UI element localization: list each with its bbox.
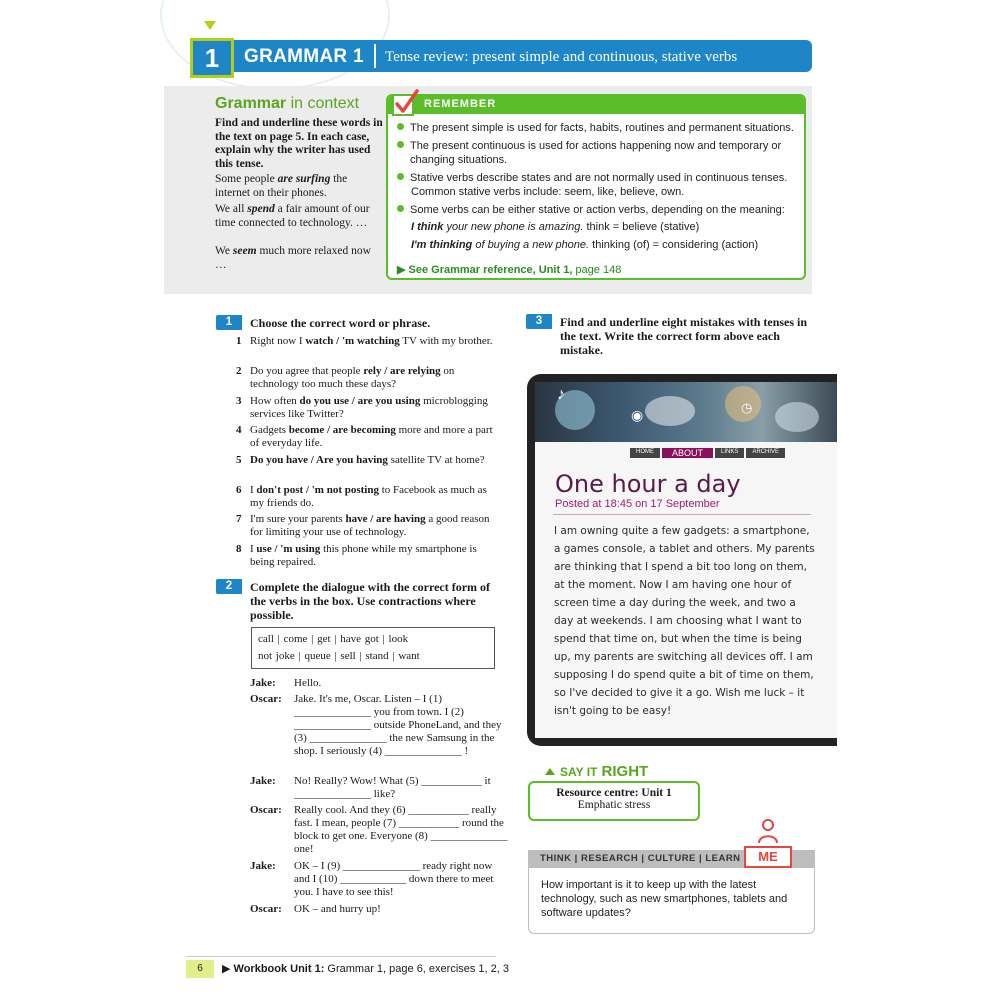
remember-title: REMEMBER (424, 98, 497, 110)
item-number: 1 (236, 335, 242, 347)
exercise-1-item: I use / 'm using this phone while my smartphone is being repaired. (250, 543, 477, 568)
dialogue-line[interactable]: No! Really? Wow! What (5) ___________ it ______________ like? (294, 775, 491, 800)
speaker-label: Oscar: (250, 804, 282, 816)
exercise-3-title: Find and underline eight mistakes with tenses in the text. Write the correct form above each mistake. (560, 315, 808, 357)
page-number: 6 (186, 960, 214, 978)
blog-text[interactable]: I am owning quite a few gadgets: a smartphone, a games console, a tablet and others. My parents are thinking that I spend a bit too long on them, at the moment. Now I am having one hour of screen time a day during the week, and two a day at weekends. I am choosing what I want to spend that time on, but when the time is being up, my parents are switching all devices off. I am supposing I do spend quite a bit of time on them, so I've decided to give it a go. Wish me luck – it isn't going to be easy! (554, 525, 815, 717)
item-number: 7 (236, 513, 242, 525)
exercise-1-item: Right now I watch / 'm watching TV with my brother. (250, 335, 493, 347)
remember-example: I think your new phone is amazing. think = believe (stative) (411, 221, 700, 233)
stative-verbs-list: Common stative verbs include: seem, like, believe, own. (411, 186, 685, 198)
exercise-1-badge: 1 (216, 315, 242, 330)
context-example: We all spend a fair amount of our time connected to technology. … (215, 203, 370, 229)
say-it-right-box[interactable] (528, 781, 700, 821)
think-categories: THINK | RESEARCH | CULTURE | LEARN (540, 853, 741, 864)
nav-archive[interactable]: ARCHIVE (746, 448, 785, 458)
grammar-in-context-instructions: Find and underline these words in the text on page 5. In each case, explain why the writer has used this tense. (215, 117, 383, 170)
dialogue-line[interactable]: Really cool. And they (6) ___________ really fast. I mean, people (7) ___________ round the block to get one. Everyone (8) ______________ one! (294, 804, 508, 855)
nav-links[interactable]: LINKS (715, 448, 744, 458)
header-marker-icon (204, 21, 216, 30)
remember-example: I'm thinking of buying a new phone. thinking (of) = considering (action) (411, 239, 759, 251)
exercise-1-item: I'm sure your parents have / are having a good reason for limiting your use of technology. (250, 513, 490, 538)
header-divider (374, 44, 376, 68)
speaker-label: Jake: (250, 775, 276, 787)
resource-centre-label: Resource centre: Unit 1 (556, 787, 672, 799)
clock-icon: ◷ (741, 400, 753, 415)
remember-item: The present continuous is used for actions happening now and temporary or changing situations. (397, 139, 797, 167)
unit-number-badge: 1 (190, 38, 234, 78)
grammar-reference-link[interactable]: ▶ See Grammar reference, Unit 1, page 148 (397, 264, 622, 276)
word-box-row: call | come | get | have got | look (258, 633, 409, 645)
exercise-1-title: Choose the correct word or phrase. (250, 316, 431, 330)
blog-posted-date: Posted at 18:45 on 17 September (555, 498, 720, 510)
word-box-row: not joke | queue | sell | stand | want (258, 650, 420, 662)
item-number: 2 (236, 365, 242, 377)
bullet-icon (397, 141, 404, 148)
blog-title: One hour a day (555, 470, 741, 498)
item-number: 5 (236, 454, 242, 466)
remember-item: Stative verbs describe states and are not normally used in continuous tenses. (397, 171, 797, 185)
exercise-1-item: Do you have / Are you having satellite TV at home? (250, 454, 485, 466)
dialogue-line[interactable]: Jake. It's me, Oscar. Listen – I (1) ______________ you from town. I (2) ______________ outside PhoneLand, and they (3) ______________ the new Samsung in the shop. I seriously (4) ______________ ! (294, 693, 502, 757)
exercise-2-badge: 2 (216, 579, 242, 594)
exercise-1-item: Gadgets become / are becoming more and more a part of everyday life. (250, 424, 493, 449)
me-badge: ME (744, 846, 792, 868)
item-number: 8 (236, 543, 242, 555)
blog-divider (553, 514, 811, 515)
remember-item: The present simple is used for facts, habits, routines and permanent situations. (397, 121, 797, 135)
exercise-2-title: Complete the dialogue with the correct form of the verbs in the box. Use contractions where possible. (250, 580, 491, 622)
exercise-1-item: How often do you use / are you using microblogging services like Twitter? (250, 395, 488, 420)
bullet-icon (397, 205, 404, 212)
think-question: How important is it to keep up with the latest technology, such as new smartphones, tablets and software updates? (541, 879, 788, 919)
section-title: GRAMMAR 1 (244, 46, 364, 67)
say-it-right-icon (545, 768, 555, 775)
speaker-label: Oscar: (250, 693, 282, 705)
footer-divider (186, 956, 496, 957)
speaker-label: Jake: (250, 860, 276, 872)
blog-banner-image (535, 382, 837, 442)
exercise-1-item: Do you agree that people rely / are relying on technology too much these days? (250, 365, 455, 390)
bullet-icon (397, 173, 404, 180)
dialogue-line: Hello. (294, 677, 322, 689)
exercise-1-item: I don't post / 'm not posting to Facebook as much as my friends do. (250, 484, 487, 509)
emphatic-stress-label: Emphatic stress (577, 799, 651, 811)
nav-home[interactable]: HOME (630, 448, 660, 458)
speaker-label: Jake: (250, 677, 276, 689)
nav-about[interactable]: ABOUT (662, 448, 713, 458)
grammar-in-context-title: Grammar in context (215, 95, 360, 112)
item-number: 4 (236, 424, 242, 436)
context-example: Some people are surfing the internet on their phones. (215, 173, 348, 199)
dialogue-line: OK – and hurry up! (294, 903, 381, 915)
bullet-icon (397, 123, 404, 130)
exercise-3-badge: 3 (526, 314, 552, 329)
person-icon (757, 818, 779, 844)
workbook-reference[interactable]: ▶ Workbook Unit 1: Grammar 1, page 6, exercises 1, 2, 3 (222, 963, 510, 975)
say-it-right-title: SAY IT RIGHT (560, 763, 649, 780)
music-note-icon: ♪ (557, 386, 565, 403)
dialogue-line[interactable]: OK – I (9) ______________ ready right now and I (10) ____________ down there to meet you. I have to see this! (294, 860, 494, 898)
section-subtitle: Tense review: present simple and continuous, stative verbs (385, 49, 738, 65)
remember-item: Some verbs can be either stative or action verbs, depending on the meaning: (397, 203, 797, 217)
context-example: We seem much more relaxed now … (215, 245, 371, 271)
speaker-label: Oscar: (250, 903, 282, 915)
game-controller-icon: ◉ (631, 409, 644, 424)
blog-nav (630, 448, 830, 458)
item-number: 3 (236, 395, 242, 407)
checkmark-icon (390, 88, 420, 118)
item-number: 6 (236, 484, 242, 496)
